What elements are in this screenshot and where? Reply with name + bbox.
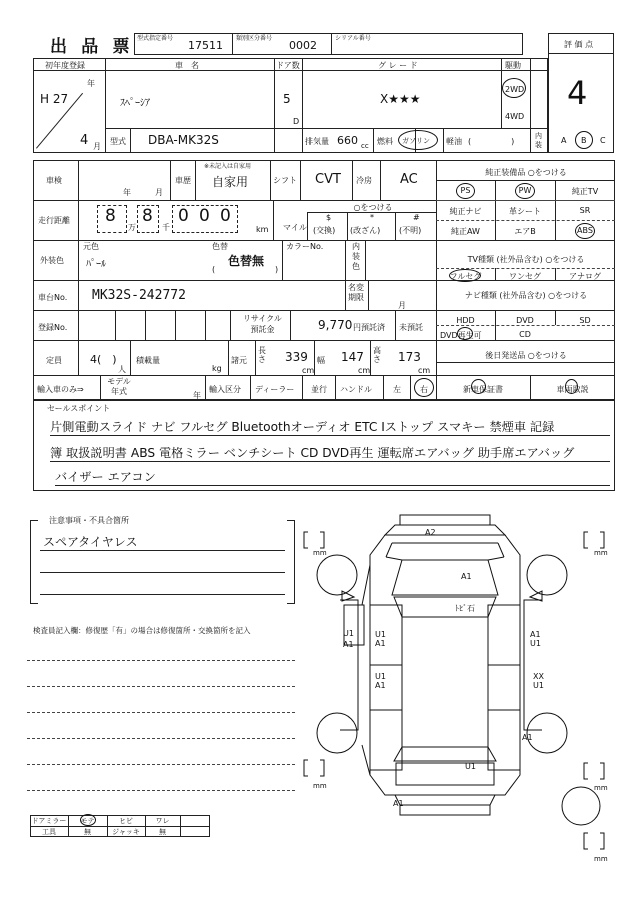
interior-b: B [581, 136, 587, 145]
tv-fullseg-circle [449, 269, 481, 282]
left-body-panel [362, 565, 370, 775]
tailgate [396, 763, 494, 785]
tv-analog: アナログ [569, 272, 601, 281]
fuel-other: ( ) [468, 137, 515, 146]
diagram-mm-fl: mm [313, 549, 327, 557]
mileage-km: km [256, 225, 269, 234]
inspector-label: 検査員記入欄：修復歴「有」の場合は修復箇所・交換箇所を記入 [33, 626, 251, 635]
first-reg-label: 初年度登録 [45, 61, 85, 70]
wheel-rear-left [317, 713, 357, 753]
orig-color-label: 元色 [83, 242, 99, 251]
tbl-mote: モテ [80, 817, 95, 825]
odo-unknown: # [413, 213, 420, 222]
inspection-year: 年 [123, 188, 131, 197]
sales-label: セールスポイント [47, 404, 111, 413]
opt-abs-circle [575, 223, 595, 239]
opt-tv: 純正TV [571, 187, 599, 196]
navi-header: ナビ種類 (社外品含む) ○をつける [464, 291, 588, 300]
wheel-front-left [317, 555, 357, 595]
mileage-man: 万 [128, 223, 136, 232]
displacement: 660 [337, 134, 358, 147]
reg-no-label: 登録No. [38, 323, 68, 332]
tbl-hibi: ヒビ [119, 817, 133, 825]
class-code-label: 類別区分番号 [236, 35, 273, 42]
navi-dvd-play: DVD再生可 [440, 331, 482, 340]
color-no-label: カラーNo. [286, 242, 324, 251]
opt-sr: SR [579, 206, 591, 215]
tbl-tools-none: 無 [84, 828, 91, 836]
displacement-label: 排気量 [305, 137, 329, 146]
damage-a1-hood: A1 [461, 572, 472, 581]
diagram-mm-fr: mm [594, 549, 608, 557]
ac: AC [400, 172, 418, 187]
diagram-mm-rl: mm [313, 782, 327, 790]
tbl-jack: ジャッキ [112, 828, 140, 836]
damage-rear-bumper: A1 [393, 799, 404, 808]
height: 173 [398, 350, 421, 364]
handle-right-circle [414, 378, 434, 397]
drive-label: 駆動 [505, 61, 521, 70]
cc-unit: cc [361, 142, 369, 150]
rear-bumper-lower [400, 805, 490, 815]
bracket-fl-left [304, 532, 324, 548]
doors: 5 [283, 92, 291, 106]
mileage-digit-1: 8 [105, 206, 116, 226]
navi-dvd: DVD [516, 316, 534, 325]
first-reg-year: H 27 [40, 92, 69, 106]
interior-color-label: 内装色 [352, 242, 360, 271]
opt-ps: PS [460, 186, 471, 195]
mileage-digit-3: 0 [178, 206, 189, 226]
side-sill-left [340, 600, 358, 730]
hood [392, 560, 498, 595]
bracket-rr-right [584, 763, 604, 779]
mileage-mile: マイル [283, 223, 307, 232]
recycle-unpaid: 未預託 [399, 323, 423, 332]
later-warranty-circle [471, 379, 486, 394]
interior-label: 内装 [535, 132, 542, 149]
bracket-rl-left [304, 760, 324, 776]
class-code: 0002 [289, 39, 317, 52]
load-unit: kg [212, 364, 222, 373]
handle-right: 右 [420, 385, 428, 394]
handle-label: ハンドル [340, 385, 372, 394]
history: 自家用 [212, 175, 249, 189]
tv-header: TV種類 (社外品含む) ○をつける [467, 255, 585, 264]
serial-label: シリアル番号 [335, 35, 371, 42]
diagram-mm-spare: mm [594, 855, 608, 863]
repaint-label: 色替 [212, 242, 228, 251]
orig-color: ﾊﾟｰﾙ [86, 259, 106, 270]
opt-airbag: エアB [514, 227, 536, 236]
later-manual: 車両取説 [556, 385, 589, 394]
drive-2wd: 2WD [505, 85, 525, 94]
length: 339 [285, 350, 308, 364]
front-bumper-outer [385, 525, 505, 535]
inspection-label: 車検 [46, 176, 62, 185]
doors-label: ドア数 [276, 61, 300, 70]
mileage-digit-2: 8 [142, 206, 153, 226]
height-unit: cm [418, 366, 431, 375]
side-sill-right [524, 600, 542, 730]
odo-swap: $ [326, 213, 332, 222]
rear-window [394, 747, 496, 761]
grade: X★★★ [380, 92, 421, 106]
tbl-ware: ワレ [155, 817, 170, 825]
interior-c: C [600, 136, 606, 145]
opt-ps-circle [456, 183, 475, 199]
name-change-label: 名変期限 [348, 283, 364, 302]
opt-pw-circle [515, 183, 535, 199]
ac-label: 冷房 [356, 176, 372, 185]
tv-oneseg: ワンセグ [509, 272, 541, 281]
wheel-rear-right [527, 713, 567, 753]
shift: CVT [315, 172, 341, 187]
year-unit: 年 [87, 79, 95, 88]
opt-abs: ABS [577, 226, 593, 235]
damage-a2-front: A2 [425, 528, 436, 537]
score-value: 4 [567, 74, 588, 112]
windshield [394, 597, 496, 617]
navi-cd: CD [519, 330, 531, 339]
diagram-mm-rr: mm [594, 784, 608, 792]
door-front-right [488, 605, 520, 665]
roof [402, 617, 488, 747]
width-unit: cm [358, 366, 371, 375]
mileage-sen: 千 [162, 223, 170, 232]
load-label: 積載量 [136, 356, 160, 365]
later-header: 後日発送品 ○をつける [485, 351, 567, 360]
repaint: 色替無 [228, 254, 265, 268]
shift-label: シフト [273, 176, 297, 185]
opt-navi: 純正ナビ [449, 207, 482, 216]
import-parallel: 並行 [311, 385, 327, 394]
tbl-tools: 工具 [42, 828, 56, 836]
sales-line-3: バイザー エアコン [55, 468, 610, 486]
wheel-front-right [527, 555, 567, 595]
import-class-label: 輸入区分 [209, 385, 241, 394]
interior-a: A [561, 136, 567, 145]
damage-door-fr: A1 U1 [530, 630, 541, 648]
drive-4wd: 4WD [505, 112, 525, 121]
capacity-unit: 人 [118, 365, 126, 374]
color-label: 外装色 [40, 256, 64, 265]
navi-dvd-play-circle [457, 327, 473, 340]
tbl-jack-none: 無 [159, 828, 166, 836]
door-rear-right [488, 665, 520, 710]
navi-hdd: HDD [456, 316, 475, 325]
mileage-digit-4: 0 [199, 206, 210, 226]
score-label: 評 価 点 [564, 40, 594, 49]
mileage-label: 走行距離 [38, 216, 70, 225]
width: 147 [341, 350, 364, 364]
length-unit: cm [302, 366, 315, 375]
recycle-amount: 9,770 [318, 318, 353, 332]
history-note: ※未記入は自家用 [204, 163, 252, 170]
interior-b-circle [575, 131, 593, 149]
grade-label: グ レ ー ド [378, 61, 418, 70]
opt-aw: 純正AW [451, 227, 480, 236]
odo-header: ○をつける [353, 203, 393, 212]
name-change-month: 月 [398, 301, 406, 310]
damage-stone-chip: ﾄﾋﾞ石 [455, 604, 475, 613]
car-name-label: 車 名 [175, 61, 199, 70]
dims-label: 諸元 [231, 356, 247, 365]
odo-swap-label: (交換) [313, 226, 336, 235]
form-title: 出 品 票 [50, 37, 132, 57]
recycle-paid: 円預託済 [353, 323, 385, 332]
height-label: 高さ [373, 346, 381, 364]
drive-2wd-circle [502, 78, 526, 98]
model-code: 17511 [188, 39, 223, 52]
car-name: ｽﾍﾟｰｼｱ [120, 98, 150, 109]
bracket-fr-right [584, 532, 604, 548]
tv-fullseg: フルセグ [449, 272, 482, 281]
front-bumper [400, 515, 490, 525]
fuel-label: 燃料 [377, 137, 393, 146]
damage-door-rl: U1 A1 [375, 672, 386, 690]
model-year-label: モデル年式 [107, 377, 131, 396]
model: DBA-MK32S [148, 133, 219, 147]
vin-label: 車台No. [38, 293, 68, 302]
sales-line-2: 簿 取扱説明書 ABS 電格ミラー ベンチシート CD DVD再生 運転席エアバッグ 助手席エアバッグ [50, 444, 610, 462]
later-warranty: 新車保証書 [463, 385, 503, 394]
sales-line-1: 片側電動スライド ナビ フルセグ Bluetoothオーディオ ETC Iストップ スマキー 禁煙車 記録 [50, 418, 610, 436]
later-manual-circle [565, 379, 578, 394]
history-label: 車歴 [175, 176, 191, 185]
model-year-unit: 年 [193, 391, 201, 400]
import-label: 輸入車のみ⇒ [37, 385, 84, 394]
capacity-label: 定員 [46, 356, 62, 365]
opt-leather: 革シート [509, 207, 541, 216]
navi-sd: SD [579, 316, 591, 325]
capacity: 4( ) [90, 353, 117, 366]
fuel-gasoline-circle [398, 130, 438, 150]
import-dealer: ディーラー [255, 385, 295, 394]
repaint-paren-close: ) [275, 265, 279, 274]
handle-left: 左 [393, 385, 401, 394]
model-label: 型式 [110, 137, 126, 146]
opt-pw: PW [518, 186, 532, 195]
rear-bumper [395, 795, 495, 805]
fuel-diesel: 軽油 [446, 137, 462, 146]
odo-alter-label: (改ざん) [350, 226, 381, 235]
damage-left-fender: U1 A1 [343, 629, 354, 649]
month-unit: 月 [93, 142, 101, 151]
damage-door-fl: U1 A1 [375, 630, 386, 648]
length-label: 長さ [258, 346, 266, 364]
damage-door-rr: XX U1 [533, 672, 544, 690]
car-damage-diagram [300, 505, 640, 875]
tbl-door-mirror: ドアミラー [31, 817, 67, 825]
width-label: 幅 [317, 356, 325, 365]
recycle-label: リサイクル預託金 [243, 314, 282, 334]
vin: MK32S-242772 [92, 288, 186, 303]
inspection-month: 月 [155, 188, 163, 197]
door-unit: D [293, 117, 300, 126]
notes-label: 注意事項・不具合箇所 [49, 516, 129, 525]
mileage-digit-5: 0 [220, 206, 231, 226]
notes-text: スペアタイヤレス [43, 535, 138, 549]
odo-unknown-label: (不明) [399, 226, 422, 235]
odo-alter: * [370, 213, 374, 222]
model-code-label: 型式指定番号 [137, 35, 174, 42]
spare-tire [562, 787, 600, 825]
repaint-paren-open: ( [212, 265, 216, 274]
damage-tailgate: U1 [465, 762, 476, 771]
tbl-mote-circle [80, 814, 96, 826]
options-header: 純正装備品 ○をつける [485, 168, 567, 177]
damage-rear-right: A1 [522, 733, 533, 742]
first-reg-month: 4 [80, 133, 89, 148]
bracket-spare [584, 833, 604, 849]
fuel-gasoline: ガソリン [402, 137, 430, 145]
